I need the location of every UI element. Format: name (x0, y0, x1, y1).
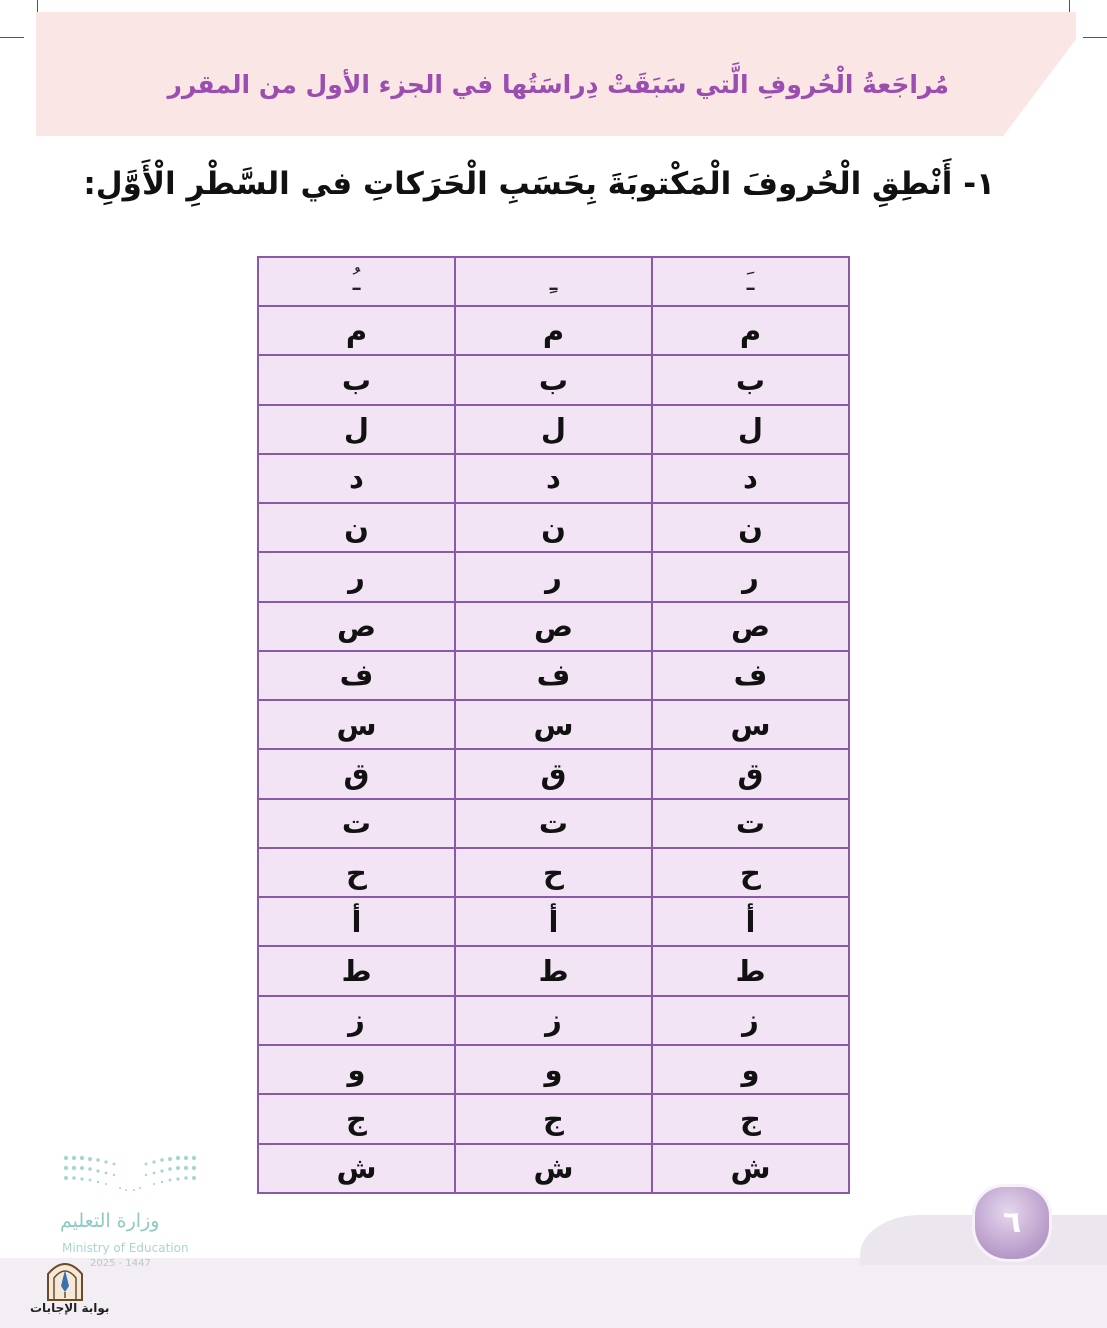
ministry-logo-icon (60, 1150, 200, 1200)
letter-cell: ب (258, 355, 455, 404)
table-row (258, 355, 849, 404)
letter-cell: ب (652, 355, 849, 404)
letter-cell: م (455, 306, 652, 355)
letter-cell: ف (455, 651, 652, 700)
letter-cell: ل (455, 405, 652, 454)
letter-cell: ز (258, 996, 455, 1045)
ministry-year: 2025 - 1447 (90, 1258, 151, 1269)
footer-band (0, 1258, 1107, 1328)
crop-mark-left (0, 37, 24, 38)
letter-cell: ز (652, 996, 849, 1045)
letter-cell: ز (455, 996, 652, 1045)
table-row (258, 306, 849, 355)
letter-cell: أ (258, 897, 455, 946)
letter-cell: س (455, 700, 652, 749)
table-row (258, 1094, 849, 1143)
letter-cell: ج (258, 1094, 455, 1143)
table-row (258, 1144, 849, 1193)
letter-cell: ج (455, 1094, 652, 1143)
letter-cell: و (258, 1045, 455, 1094)
letter-cell: د (258, 454, 455, 503)
letter-cell: أ (652, 897, 849, 946)
letter-cell: ل (258, 405, 455, 454)
letter-cell: ر (652, 552, 849, 601)
answers-portal-logo-icon (44, 1256, 86, 1302)
table-row (258, 700, 849, 749)
table-row (258, 996, 849, 1045)
letter-cell: ن (652, 503, 849, 552)
letter-cell: ح (455, 848, 652, 897)
table-row (258, 1045, 849, 1094)
table-row (258, 503, 849, 552)
table-row (258, 454, 849, 503)
letter-cell: ت (258, 799, 455, 848)
table-header-cell: ـَ (652, 257, 849, 306)
table-header-cell: ـِ (455, 257, 652, 306)
crop-mark-right (1083, 37, 1107, 38)
letter-cell: د (652, 454, 849, 503)
letter-cell: ش (455, 1144, 652, 1193)
letter-cell: ل (652, 405, 849, 454)
letter-cell: أ (455, 897, 652, 946)
table-row (258, 552, 849, 601)
letter-cell: م (258, 306, 455, 355)
table-row (258, 749, 849, 798)
table-row (258, 602, 849, 651)
letter-cell: ن (455, 503, 652, 552)
letter-cell: س (652, 700, 849, 749)
table-header-cell: ـُ (258, 257, 455, 306)
letter-cell: ج (652, 1094, 849, 1143)
ministry-name-english: Ministry of Education (62, 1241, 189, 1255)
table-row (258, 651, 849, 700)
letter-cell: ر (455, 552, 652, 601)
exercise-question: ١- أَنْطِقِ الْحُروفَ الْمَكْتوبَةَ بِحَسَبِ الْحَرَكاتِ في السَّطْرِ الْأَوَّلِ: (83, 166, 995, 202)
letter-cell: ح (652, 848, 849, 897)
letter-cell: ب (455, 355, 652, 404)
letter-cell: ت (652, 799, 849, 848)
table-row (258, 897, 849, 946)
letters-table (257, 256, 850, 1194)
letter-cell: م (652, 306, 849, 355)
letter-cell: ق (652, 749, 849, 798)
table-row (258, 946, 849, 995)
letter-cell: ط (652, 946, 849, 995)
letter-cell: ط (258, 946, 455, 995)
letter-cell: ط (455, 946, 652, 995)
letter-cell: ت (455, 799, 652, 848)
table-row (258, 405, 849, 454)
letter-cell: ف (652, 651, 849, 700)
letter-cell: ق (258, 749, 455, 798)
letter-cell: د (455, 454, 652, 503)
page-number-badge: ٦ (972, 1184, 1052, 1262)
letter-cell: ص (258, 602, 455, 651)
letter-cell: ر (258, 552, 455, 601)
letter-cell: ص (455, 602, 652, 651)
table-header-row (258, 257, 849, 306)
letter-cell: ف (258, 651, 455, 700)
letter-cell: ص (652, 602, 849, 651)
table-row (258, 848, 849, 897)
letter-cell: ح (258, 848, 455, 897)
letter-cell: ق (455, 749, 652, 798)
letter-cell: و (455, 1045, 652, 1094)
letter-cell: ش (258, 1144, 455, 1193)
letter-cell: و (652, 1045, 849, 1094)
letter-cell: ش (652, 1144, 849, 1193)
table-body (258, 306, 849, 1193)
banner-title: مُراجَعةُ الْحُروفِ الَّتي سَبَقَتْ دِراسَتُها في الجزء الأول من المقرر (167, 70, 949, 99)
letter-cell: ن (258, 503, 455, 552)
letter-cell: س (258, 700, 455, 749)
ministry-name-arabic: وزارة التعليم (60, 1210, 160, 1232)
answers-portal-label: بوابة الإجابات (30, 1301, 110, 1315)
table-row (258, 799, 849, 848)
